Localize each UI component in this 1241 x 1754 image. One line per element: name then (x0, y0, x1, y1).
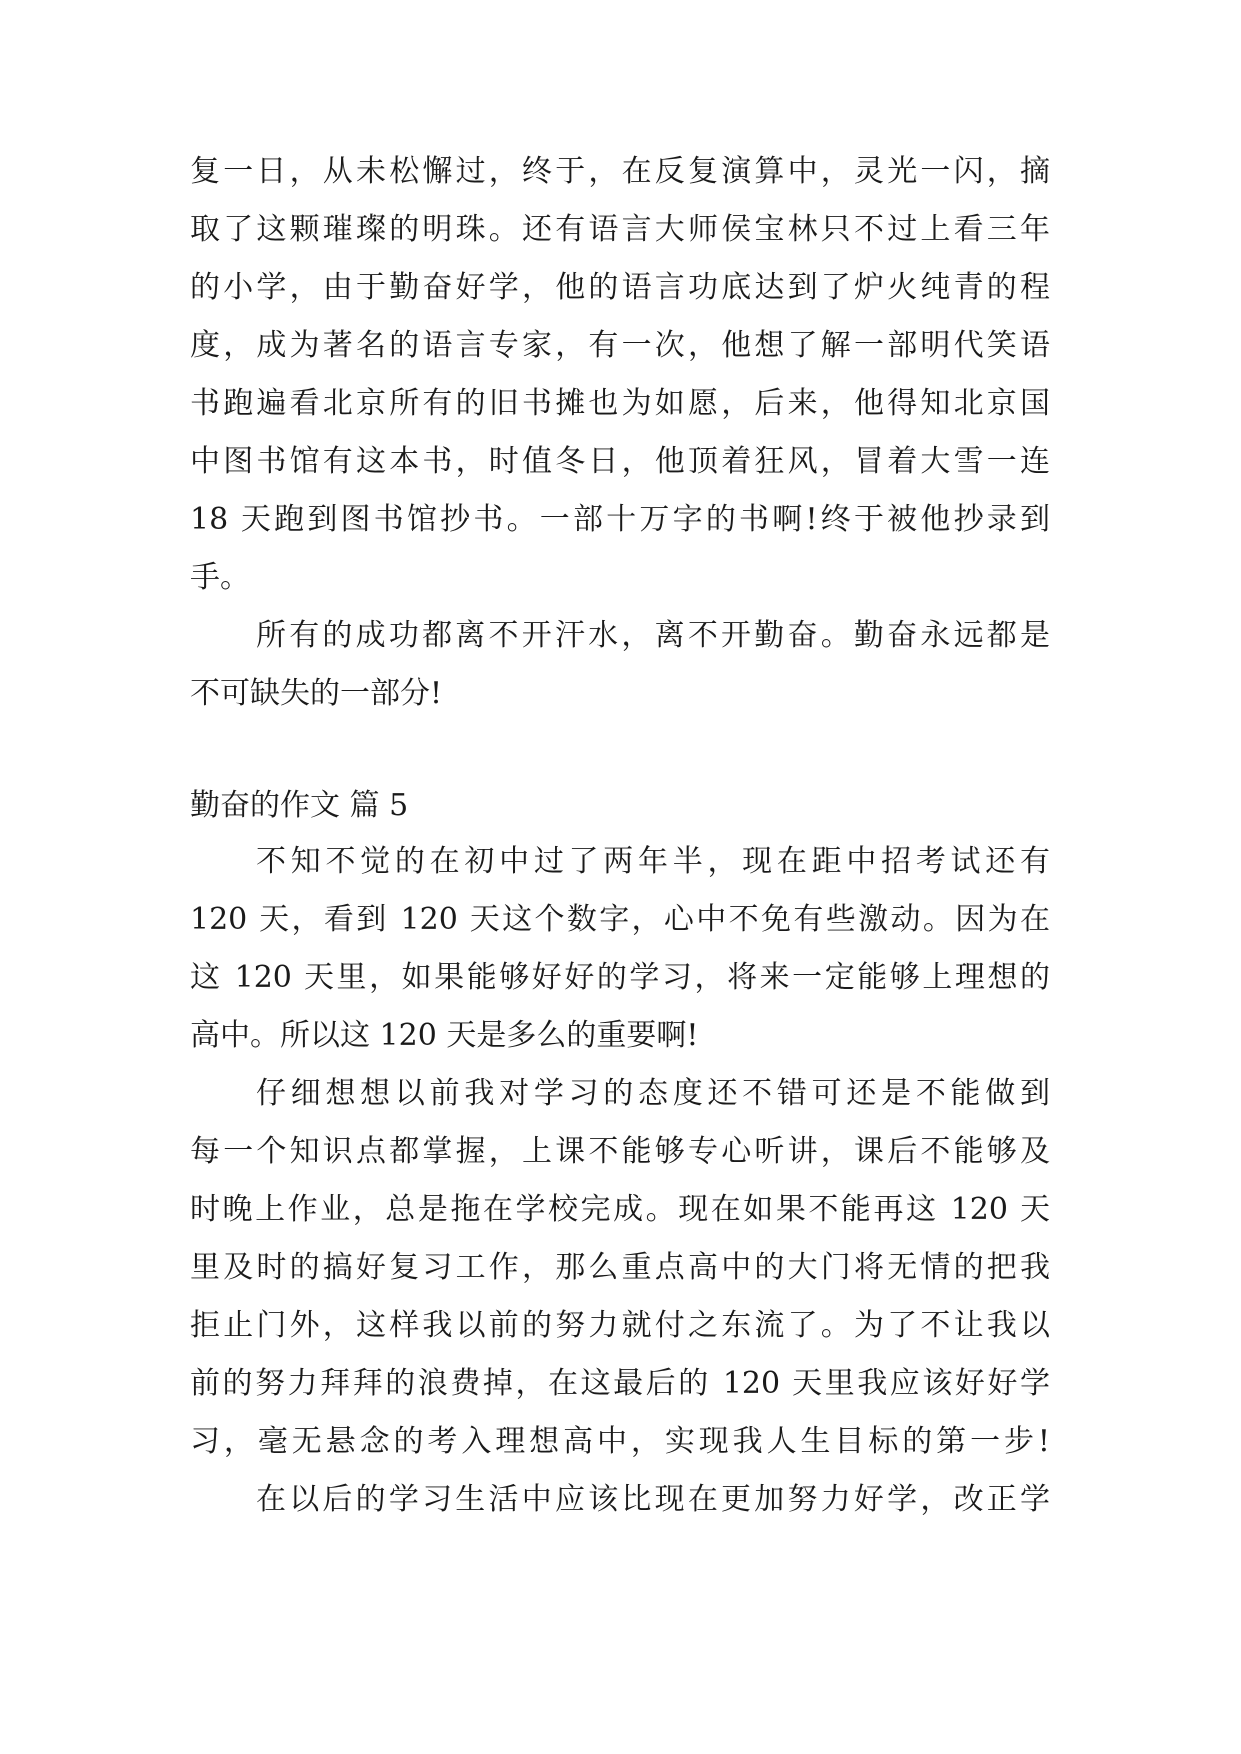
paragraph-line: 取了这颗璀璨的明珠。还有语言大师侯宝林只不过上看三年 (190, 212, 1050, 247)
paragraph-line: 仔细想想以前我对学习的态度还不错可还是不能做到 (256, 1076, 1050, 1111)
paragraph-line: 习，毫无悬念的考入理想高中，实现我人生目标的第一步! (190, 1424, 1050, 1459)
paragraph-line: 每一个知识点都掌握，上课不能够专心听讲，课后不能够及 (190, 1134, 1050, 1169)
paragraph-line: 时晚上作业，总是拖在学校完成。现在如果不能再这 120 天 (190, 1192, 1050, 1227)
paragraph-line: 这 120 天里，如果能够好好的学习，将来一定能够上理想的 (190, 960, 1050, 995)
paragraph-line: 不知不觉的在初中过了两年半，现在距中招考试还有 (256, 844, 1050, 879)
section-heading: 勤奋的作文 篇 5 (190, 788, 409, 823)
paragraph-line: 高中。所以这 120 天是多么的重要啊! (190, 1018, 699, 1053)
paragraph-line: 里及时的搞好复习工作，那么重点高中的大门将无情的把我 (190, 1250, 1050, 1285)
paragraph-line: 的小学，由于勤奋好学，他的语言功底达到了炉火纯青的程 (190, 270, 1050, 305)
paragraph-line: 复一日，从未松懈过，终于，在反复演算中，灵光一闪，摘 (190, 154, 1050, 189)
paragraph-line: 度，成为著名的语言专家，有一次，他想了解一部明代笑语 (190, 328, 1050, 363)
paragraph-line: 18 天跑到图书馆抄书。一部十万字的书啊!终于被他抄录到 (190, 502, 1050, 537)
paragraph-line: 不可缺失的一部分! (190, 676, 443, 711)
paragraph-line: 前的努力拜拜的浪费掉，在这最后的 120 天里我应该好好学 (190, 1366, 1050, 1401)
paragraph-line: 在以后的学习生活中应该比现在更加努力好学，改正学 (256, 1482, 1050, 1517)
paragraph-line: 书跑遍看北京所有的旧书摊也为如愿，后来，他得知北京国 (190, 386, 1050, 421)
paragraph-line: 120 天，看到 120 天这个数字，心中不免有些激动。因为在 (190, 902, 1050, 937)
paragraph-line: 中图书馆有这本书，时值冬日，他顶着狂风，冒着大雪一连 (190, 444, 1050, 479)
paragraph-line: 所有的成功都离不开汗水，离不开勤奋。勤奋永远都是 (256, 618, 1050, 653)
paragraph-line: 手。 (190, 560, 250, 595)
paragraph-line: 拒止门外，这样我以前的努力就付之东流了。为了不让我以 (190, 1308, 1050, 1343)
